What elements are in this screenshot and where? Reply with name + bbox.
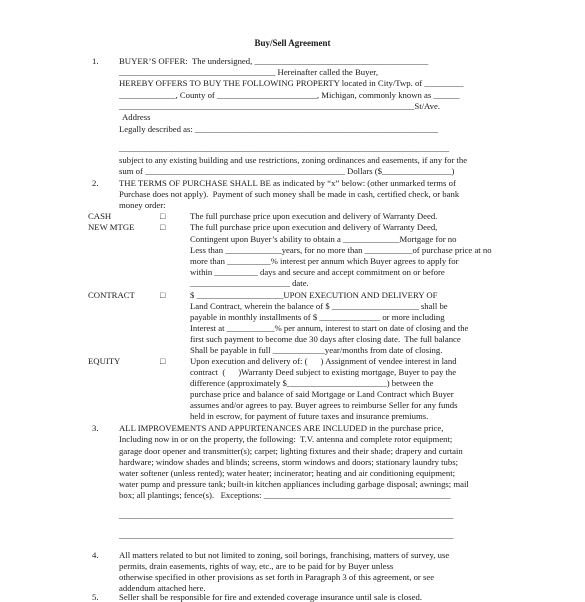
equity-line-3: difference (approximately $_______________________) between the <box>190 378 434 388</box>
equity-checkbox[interactable]: □ <box>160 356 166 366</box>
cash-line-1: The full purchase price upon execution and delivery of Warranty Deed. <box>190 211 438 221</box>
s4-line-3: otherwise specified in other provisions as set forth in Paragraph 3 of this agreement, or see <box>119 572 435 582</box>
s3-line-9: _____________________________________________________________________________ <box>119 530 454 540</box>
s4-line-4: addendum attached here. <box>119 583 206 593</box>
contract-line-2: Land Contract, wherein the balance of $ ____________________ shall be <box>190 301 448 311</box>
equity-line-1: Upon execution and delivery of: ( ) Assignment of vendee interest in land <box>190 356 457 366</box>
s1-address-caption: Address <box>122 112 151 122</box>
s1-line-8: ____________________________________________________________________________ <box>119 143 450 153</box>
equity-line-5: assumes and/or agrees to pay. Buyer agrees to reimburse Seller for any funds <box>190 400 458 410</box>
section-1-number: 1. <box>92 56 99 66</box>
s3-line-5: water softener (unless rented); water heater; incinerator; heating and air conditioning equipment; <box>119 468 456 478</box>
new-mtge-line-6: _______________________ date. <box>190 278 309 288</box>
s3-line-1: ALL IMPROVEMENTS AND APPURTENANCES ARE INCLUDED in the purchase price, <box>119 423 444 433</box>
equity-line-6: held in escrow, for payment of future taxes and insurance premiums. <box>190 411 429 421</box>
s3-line-8: _____________________________________________________________________________ <box>119 510 454 520</box>
new-mtge-line-3: Less than _____________years, for no more than ___________of purchase price at no <box>190 245 492 255</box>
new-mtge-label: NEW MTGE <box>88 222 135 232</box>
cash-label: CASH <box>88 211 112 221</box>
s5-line-1: Seller shall be responsible for fire and extended coverage insurance until sale is closed. <box>119 592 422 602</box>
s3-line-7: box; all plantings; fence(s). Exceptions: ___________________________________________ <box>119 490 451 500</box>
contract-line-6: Shall be payable in full ____________year/months from date of closing. <box>190 345 443 355</box>
s2-line-1: THE TERMS OF PURCHASE SHALL BE as indicated by “x” below: (other unmarked terms of <box>119 178 456 188</box>
s4-line-2: permits, drain easements, rights of way, etc., are to be paid for by Buyer unless <box>119 561 394 571</box>
new-mtge-line-2: Contingent upon Buyer’s ability to obtain a _____________Mortgage for no <box>190 234 457 244</box>
cash-checkbox[interactable]: □ <box>160 211 166 221</box>
new-mtge-line-1: The full purchase price upon execution and delivery of Warranty Deed, <box>190 222 438 232</box>
new-mtge-line-4: more than __________% interest per annum which Buyer agrees to apply for <box>190 256 459 266</box>
contract-line-5: first such payment to become due 30 days after closing date. The full balance <box>190 334 461 344</box>
section-3-number: 3. <box>92 423 99 433</box>
contract-line-4: Interest at ___________% per annum, interest to start on date of closing and the <box>190 323 469 333</box>
s1-line-1: BUYER’S OFFER: The undersigned, ________________________________________ <box>119 56 429 66</box>
contract-label: CONTRACT <box>88 290 135 300</box>
contract-line-1: $ ____________________UPON EXECUTION AND DELIVERY OF <box>190 290 438 300</box>
s3-line-6: water pump and pressure tank; built-in kitchen appliances including garbage disposal; awnings; mail <box>119 479 469 489</box>
s2-line-2: Purchase does not apply). Payment of such money shall be made in cash, certified check, or bank <box>119 189 460 199</box>
s4-line-1: All matters related to but not limited to zoning, soil borings, franchising, matters of survey, use <box>119 550 450 560</box>
s3-line-2: Including now in or on the property, the following: T.V. antenna and complete rotor equipment; <box>119 434 453 444</box>
section-5-number: 5. <box>92 592 99 602</box>
contract-line-3: payable in monthly installments of $ ______________ or more including <box>190 312 445 322</box>
section-2-number: 2. <box>92 178 99 188</box>
contract-checkbox[interactable]: □ <box>160 290 166 300</box>
s1-line-10: sum of ______________________________________________ Dollars ($________________) <box>119 166 455 176</box>
s1-line-5: ____________________________________________________________________St/Ave. <box>119 101 441 111</box>
s1-line-2: ____________________________________ Hereinafter called the Buyer, <box>119 67 379 77</box>
s3-line-4: hardware; window shades and blinds; screens, storm windows and doors; stationary laundry tubs; <box>119 457 458 467</box>
s1-line-4: _____________, County of _______________________, Michigan, commonly known as ______ <box>119 90 460 100</box>
section-4-number: 4. <box>92 550 99 560</box>
document-title: Buy/Sell Agreement <box>254 38 331 48</box>
new-mtge-checkbox[interactable]: □ <box>160 222 166 232</box>
s3-line-3: garage door opener and transmitter(s); carpet; lighting fixtures and their shade; drapery and curtain <box>119 446 463 456</box>
s1-line-3: HEREBY OFFERS TO BUY THE FOLLOWING PROPERTY located in City/Twp. of _________ <box>119 78 464 88</box>
equity-label: EQUITY <box>88 356 121 366</box>
new-mtge-line-5: within __________ days and secure and accept commitment on or before <box>190 267 445 277</box>
s2-line-3: money order: <box>119 200 166 210</box>
equity-line-2: contract ( )Warranty Deed subject to existing mortgage, Buyer to pay the <box>190 367 457 377</box>
s1-line-9: subject to any existing building and use restrictions, zoning ordinances and easements, if any for the <box>119 155 468 165</box>
equity-line-4: purchase price and balance of said Mortgage or Land Contract which Buyer <box>190 389 454 399</box>
s1-line-7: Legally described as: ________________________________________________________ <box>119 124 439 134</box>
